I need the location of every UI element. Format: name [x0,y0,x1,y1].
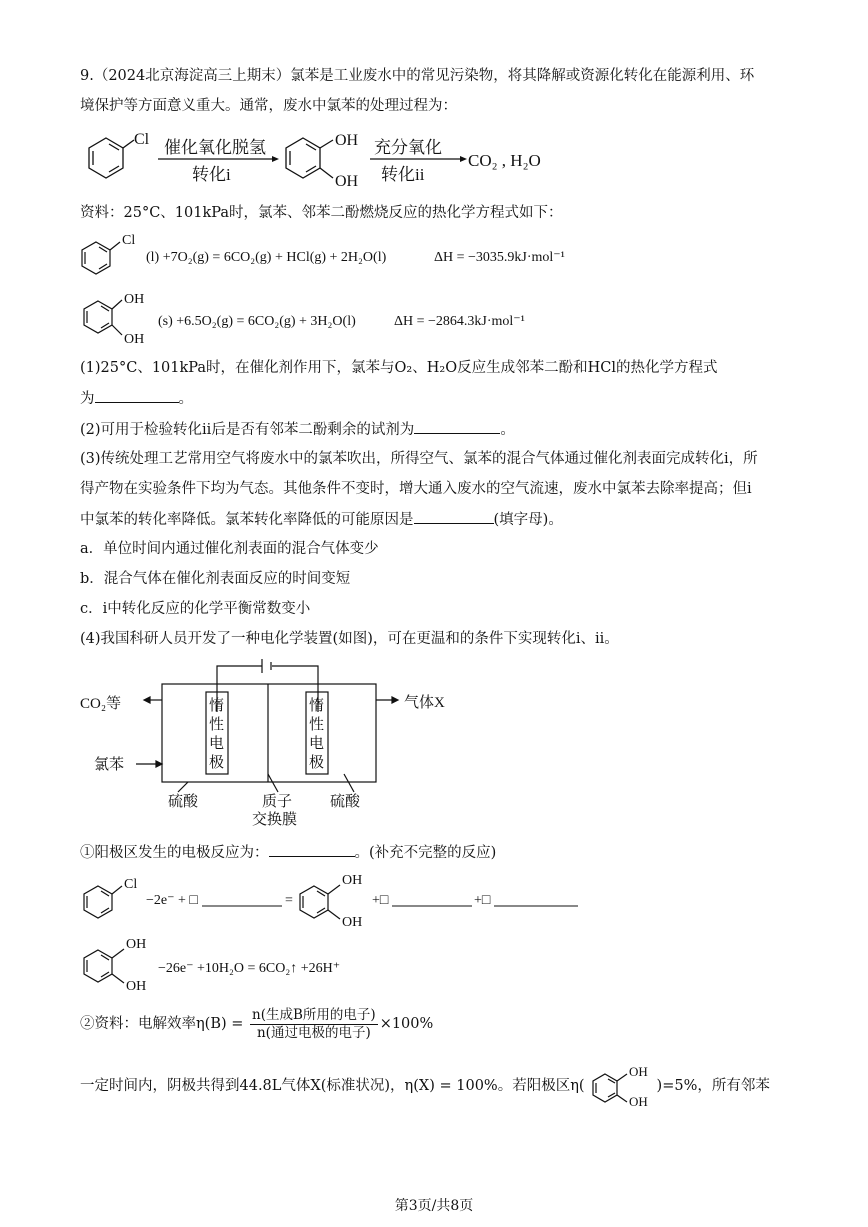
cell-tank [162,684,376,782]
last-oh-bottom: OH [628,1094,648,1106]
eq2-oh-top: OH [124,292,145,307]
co2-label: CO₂等 [80,696,122,712]
gas-x-label: 气体X [404,695,445,711]
efficiency-prefix: ②资料：电解效率η(B) = [80,1016,244,1032]
anode-reaction-1 [78,868,598,930]
electrochemical-device [78,656,478,832]
part2-prefix: (2)可用于检验转化ii后是否有邻苯二酚剩余的试剂为 [80,422,415,438]
r1-plus-2: +□ [474,893,491,908]
r2-oh-bottom: OH [126,979,147,994]
r1-part: −2e⁻ + □ [146,893,198,908]
scheme-oh-top: OH [335,132,359,149]
reaction-scheme [76,126,576,192]
eq2-oh-bottom: OH [124,332,145,347]
r1-catechol-structure [300,885,340,919]
chlorobenzene-structure [89,138,134,178]
answer-blank-1[interactable] [95,388,179,403]
efficiency-suffix: ×100% [379,1016,434,1032]
question-line-2: 境保护等方面意义重大。通常，废水中氯苯的处理过程为： [80,98,457,114]
answer-blank-2[interactable] [414,419,500,434]
part1-line-1: (1)25°C、101kPa时，在催化剂作用下，氯苯与O₂、H₂O反应生成邻苯二酚和HCl的热化学方程式 [80,360,718,376]
eq2-catechol-structure [84,300,122,335]
acid-right-label: 硫酸 [330,794,361,810]
catechol-structure [286,138,333,178]
r2-text: −26e⁻ +10H₂O = 6CO₂↑ +26H⁺ [158,961,341,976]
thermo-equation-2 [78,284,678,348]
last-line [80,1066,770,1106]
arrow-2-top: 充分氧化 [374,138,442,157]
r1-equals: = [285,893,293,908]
part3-line-1: (3)传统处理工艺常用空气将废水中的氯苯吹出，所得空气、氯苯的混合气体通过催化剂表面完成转化i，所 [80,451,758,467]
option-a: a．单位时间内通过催化剂表面的混合气体变少 [80,541,379,557]
anode-question [80,842,496,863]
arrow-2-bottom: 转化ii [381,165,425,184]
part2-line [80,419,515,440]
part2-suffix: 。 [500,422,515,438]
option-b: b．混合气体在催化剂表面反应的时间变短 [80,571,351,587]
part3-line-3 [80,509,563,530]
scheme-cl-label: Cl [134,131,150,148]
last-catechol-structure [585,1066,657,1106]
part3-prefix: 中氯苯的转化率降低。氯苯转化率降低的可能原因是 [80,512,414,528]
r1-chlorobenzene-structure [84,886,122,918]
efficiency-definition [80,1004,433,1044]
r2-oh-top: OH [126,937,147,952]
page-footer: 第3页/共8页 [394,1198,474,1214]
anode-reaction-2 [78,932,478,996]
efficiency-numerator: n(生成B所用的电子) [252,1006,376,1023]
question-line-1: 9.（2024北京海淀高三上期末）氯苯是工业废水中的常见污染物，将其降解或资源化转化在能源利用、环 [80,68,755,84]
acid-left-label: 硫酸 [168,794,199,810]
answer-blank-4[interactable] [269,842,355,857]
eq1-dh: ΔH = −3035.9kJ·mol⁻¹ [434,250,565,265]
part3-line-2: 得产物在实验条件下均为气态。其他条件不变时，增大通入废水的空气流速，废水中氯苯去除率提高；但i [80,481,752,497]
part3-suffix: (填字母)。 [493,512,563,528]
eq1-text: (l) +7O₂(g) = 6CO₂(g) + HCl(g) + 2H₂O(l) [146,250,387,265]
arrow-1-bottom: 转化i [192,165,231,184]
membrane-label-2: 交换膜 [252,812,298,828]
r1-oh-top: OH [342,873,363,888]
efficiency-denominator: n(通过电极的电子) [256,1024,371,1041]
electrode-left-label: 惰性电极 [209,698,225,771]
eq1-cl: Cl [122,233,136,248]
efficiency-fraction [250,1007,378,1042]
part1-prefix: 为 [80,391,95,407]
scheme-oh-bottom: OH [335,173,359,190]
eq1-chlorobenzene-structure [82,242,120,274]
anode-suffix: 。(补充不完整的反应) [354,845,497,861]
part4-intro: (4)我国科研人员开发了一种电化学装置(如图)，可在更温和的条件下实现转化i、ii。 [80,631,619,647]
last-suffix: )=5%，所有邻苯 [656,1078,770,1094]
electrode-right-label: 惰性电极 [309,698,325,771]
r2-catechol-structure [84,949,124,983]
eq2-text: (s) +6.5O₂(g) = 6CO₂(g) + 3H₂O(l) [158,314,356,329]
chlorobenzene-label: 氯苯 [94,757,125,773]
thermo-equation-1 [78,228,678,278]
answer-blank-3[interactable] [414,509,494,524]
data-intro: 资料：25°C、101kPa时，氯苯、邻苯二酚燃烧反应的热化学方程式如下： [80,205,563,221]
r1-plus-1: +□ [372,893,389,908]
last-oh-top: OH [628,1066,648,1079]
arrow-1-top: 催化氧化脱氢 [164,138,266,157]
scheme-products: CO₂ , H₂O [468,151,541,170]
r1-cl: Cl [124,877,138,892]
anode-prefix: ①阳极区发生的电极反应为： [80,845,269,861]
option-c: c．i中转化反应的化学平衡常数变小 [80,601,311,617]
membrane-label-1: 质子 [262,794,293,810]
eq2-dh: ΔH = −2864.3kJ·mol⁻¹ [394,314,525,329]
last-prefix: 一定时间内，阴极共得到44.8L气体X(标准状况)，η(X) = 100%。若阳极区η( [80,1078,585,1094]
part1-line-2 [80,388,193,409]
r1-oh-bottom: OH [342,915,363,930]
part1-suffix: 。 [178,391,193,407]
